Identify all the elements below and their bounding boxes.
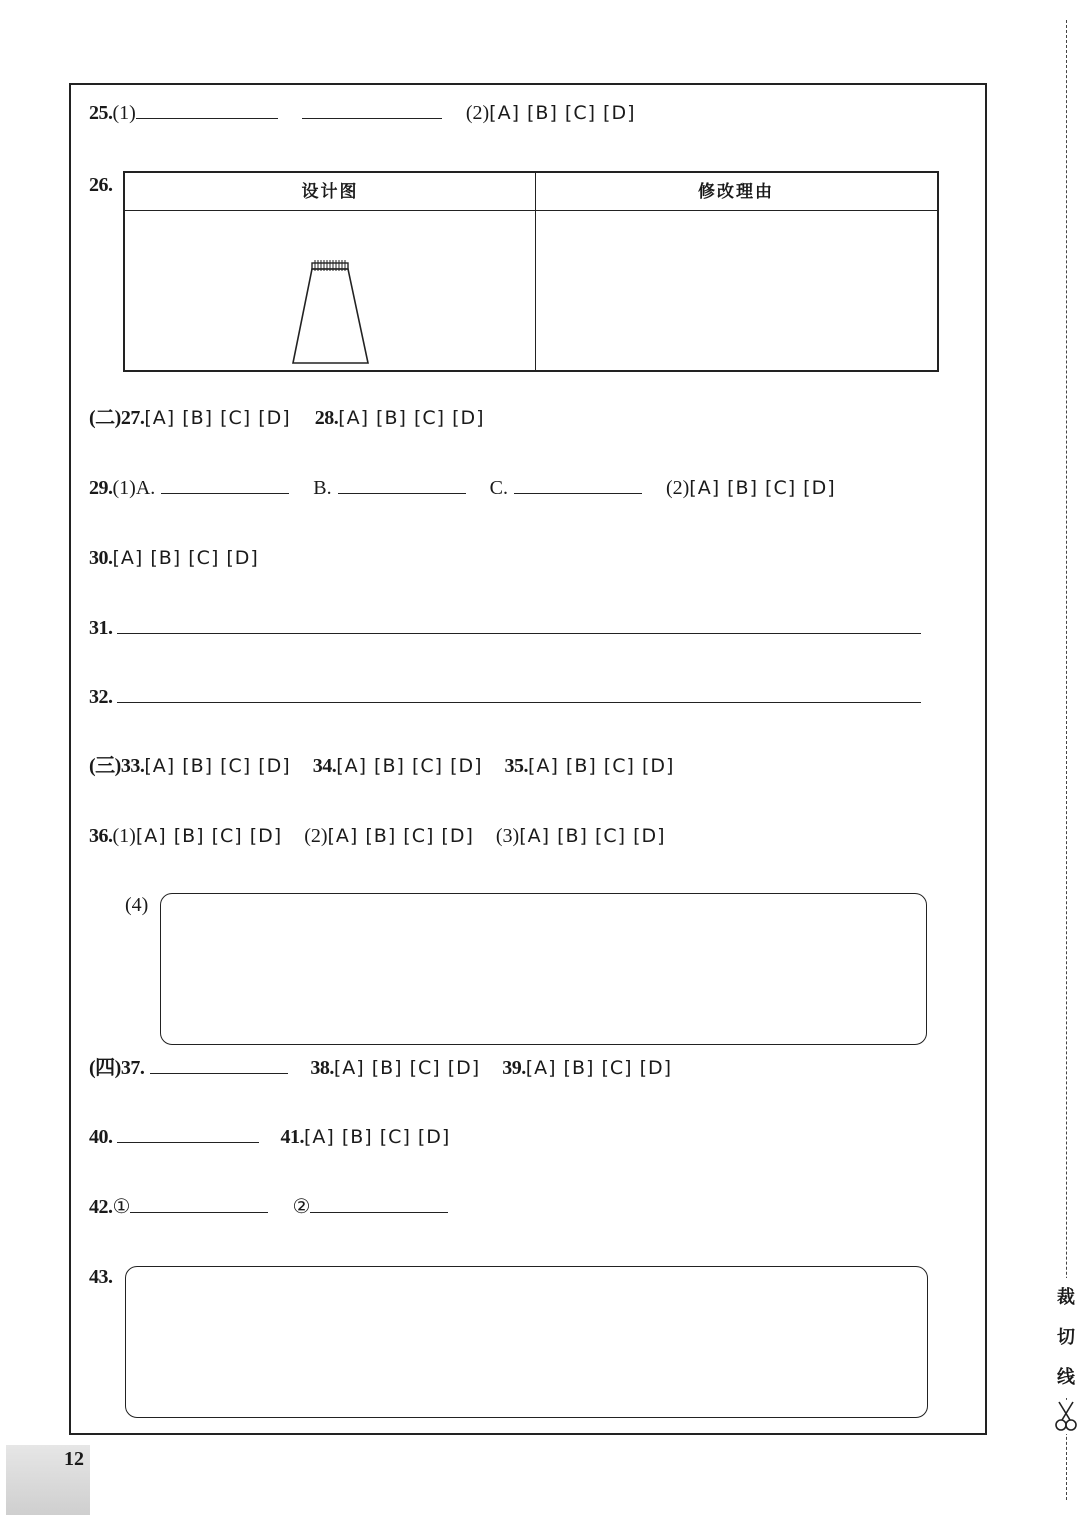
answer-blank[interactable] <box>514 475 642 494</box>
question-30: 30.[A] [B] [C] [D] <box>89 547 259 569</box>
choice-options[interactable]: [A] [B] [C] [D] <box>336 755 483 777</box>
choice-options[interactable]: [A] [B] [C] [D] <box>528 755 675 777</box>
question-40-41: 40. 41.[A] [B] [C] [D] <box>89 1126 451 1148</box>
question-36-part4-label: (4) <box>125 894 149 916</box>
table-header-design: 设计图 <box>125 173 535 211</box>
skirt-design-drawing <box>285 257 375 367</box>
question-32: 32. <box>89 684 921 710</box>
choice-options[interactable]: [A] [B] [C] [D] <box>519 825 666 847</box>
choice-options[interactable]: [A] [B] [C] [D] <box>327 825 474 847</box>
answer-blank[interactable] <box>150 1055 288 1074</box>
section-3-row: (三)33.[A] [B] [C] [D] 34.[A] [B] [C] [D] 35.[A] [B] [C] [D] <box>89 755 675 777</box>
choice-options[interactable]: [A] [B] [C] [D] <box>144 407 291 429</box>
question-31: 31. <box>89 615 921 641</box>
choice-options[interactable]: [A] [B] [C] [D] <box>304 1126 451 1148</box>
answer-blank[interactable] <box>117 1124 259 1143</box>
question-29: 29.(1)A. B. C. (2)[A] [B] [C] [D] <box>89 477 836 499</box>
answer-line[interactable] <box>117 684 921 703</box>
page-number: 12 <box>64 1448 84 1470</box>
answer-blank[interactable] <box>130 1194 268 1213</box>
choice-options[interactable]: [A] [B] [C] [D] <box>112 547 259 569</box>
choice-options[interactable]: [A] [B] [C] [D] <box>135 825 283 847</box>
question-43-number: 43. <box>89 1266 113 1288</box>
cut-line-char-1: 裁 <box>1052 1278 1080 1318</box>
answer-blank[interactable] <box>310 1194 448 1213</box>
question-42: 42.① ② <box>89 1194 448 1220</box>
question-36: 36.(1)[A] [B] [C] [D] (2)[A] [B] [C] [D] (3)[A] [B] [C] [D] <box>89 825 666 847</box>
choice-options[interactable]: [A] [B] [C] [D] <box>489 102 636 124</box>
answer-line[interactable] <box>117 615 921 634</box>
question-25: 25.(1) (2)[A] [B] [C] [D] <box>89 102 636 124</box>
answer-blank[interactable] <box>136 100 278 119</box>
question-26-number: 26. <box>89 174 113 196</box>
answer-blank[interactable] <box>302 100 442 119</box>
section-2-row: (二)27.[A] [B] [C] [D] 28.[A] [B] [C] [D] <box>89 407 485 429</box>
answer-box-43[interactable] <box>125 1266 928 1418</box>
scissors-icon <box>1053 1400 1079 1434</box>
section-4-row: (四)37. 38.[A] [B] [C] [D] 39.[A] [B] [C] [D] <box>89 1057 673 1079</box>
answer-blank[interactable] <box>338 475 466 494</box>
choice-options[interactable]: [A] [B] [C] [D] <box>338 407 485 429</box>
cut-line-char-3: 线 <box>1052 1358 1080 1398</box>
choice-options[interactable]: [A] [B] [C] [D] <box>525 1057 673 1079</box>
choice-options[interactable]: [A] [B] [C] [D] <box>144 755 291 777</box>
choice-options[interactable]: [A] [B] [C] [D] <box>333 1057 481 1079</box>
table-header-reason: 修改理由 <box>535 173 937 211</box>
cut-line-char-2: 切 <box>1052 1318 1080 1358</box>
answer-box-36-4[interactable] <box>160 893 927 1045</box>
answer-blank[interactable] <box>161 475 289 494</box>
design-table <box>123 171 939 372</box>
choice-options[interactable]: [A] [B] [C] [D] <box>689 477 836 499</box>
